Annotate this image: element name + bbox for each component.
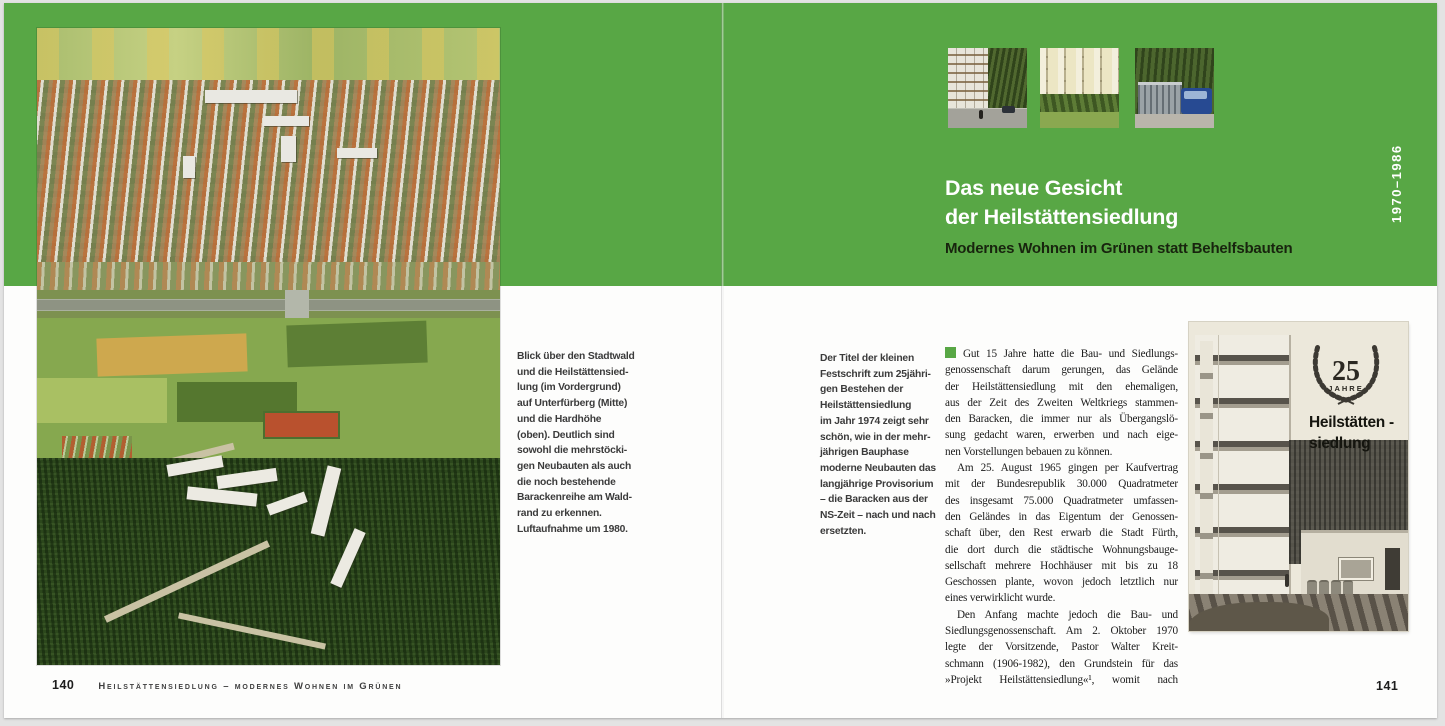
body-line: sellschaft mehrere Hochhäuser mit bis zu 18 xyxy=(945,559,1178,572)
caption-line: jährigen Bauphase xyxy=(820,447,909,459)
aerial-town-area xyxy=(37,80,500,262)
photo-balcony-building xyxy=(1040,48,1119,128)
left-page-footer xyxy=(52,678,402,692)
person-figure xyxy=(1285,574,1289,587)
caption-line: (oben). Deutlich sind xyxy=(517,429,615,441)
caption-line: und die Heilstättensied- xyxy=(517,366,629,378)
caption-line: Heilstättensiedlung xyxy=(820,400,912,412)
page-number: 140 xyxy=(52,678,75,692)
field-patch xyxy=(96,333,247,376)
caption-line: moderne Neubauten das xyxy=(820,462,936,474)
25-jahre-wreath-badge xyxy=(1302,338,1390,410)
page-number: 141 xyxy=(1376,679,1399,693)
festschrift-caption xyxy=(820,351,942,539)
body-line: »Projekt Heilstättensiedlung«¹, womit nach xyxy=(945,673,1178,686)
forest-road xyxy=(178,612,326,649)
caption-line: gen Neubauten als auch xyxy=(517,460,632,472)
driveway xyxy=(1135,114,1214,128)
body-line: legte der Vorsitzende, Pastor Walter Kreit- xyxy=(945,641,1178,654)
cream-apartment-building xyxy=(1040,48,1119,94)
building-block xyxy=(205,90,297,103)
apartment-slab xyxy=(187,486,258,506)
page-gutter xyxy=(721,3,724,718)
body-line: Den Anfang machte jedoch die Bau- und xyxy=(957,608,1178,621)
body-line: Gut 15 Jahre hatte die Bau- und Siedlungs- xyxy=(945,346,1178,362)
chapter-title-line-2: der Heilstättensiedlung xyxy=(945,205,1179,229)
chapter-subtitle: Modernes Wohnen im Grünen statt Behelfsbauten xyxy=(945,240,1293,257)
field-patch xyxy=(286,321,427,368)
caption-line: sowohl die mehrstöcki- xyxy=(517,445,628,457)
chapter-years-label: 1970–1986 xyxy=(1389,144,1404,223)
aerial-forest xyxy=(37,458,500,665)
caption-line: – die Baracken aus der xyxy=(820,494,928,506)
caption-line: und die Hardhöhe xyxy=(517,413,602,425)
barrack-row xyxy=(311,465,342,536)
caption-line: Der Titel der kleinen xyxy=(820,353,915,364)
barrack-door xyxy=(1385,548,1400,590)
cover-building-wall xyxy=(1195,335,1219,613)
field-patch xyxy=(37,378,167,423)
chapter-title-line-1: Das neue Gesicht xyxy=(945,176,1123,200)
caption-line: ersetzten. xyxy=(820,525,867,537)
caption-line: rand zu erkennen. xyxy=(517,508,602,520)
aerial-photo xyxy=(37,28,500,665)
barrack-row xyxy=(330,528,365,588)
cover-title xyxy=(1309,412,1394,454)
caption-line: Luftaufnahme um 1980. xyxy=(517,523,628,535)
body-line: des insgesamt 75.000 Quadratmeter umfassen- xyxy=(945,494,1178,507)
photo-garages-van xyxy=(1135,48,1214,128)
body-line: mit der Bundesrepublik 30.000 Quadratmeter xyxy=(945,478,1178,491)
aerial-suburb-area xyxy=(37,262,500,292)
caption-line: auf Unterfürberg (Mitte) xyxy=(517,398,628,410)
caption-line: die noch bestehende xyxy=(517,476,616,488)
building-block xyxy=(281,136,296,162)
caption-line: im Jahr 1974 zeigt sehr xyxy=(820,415,929,427)
body-line: nen Vorstellungen bebauen zu können. xyxy=(945,445,1113,458)
body-line: die dort durch die städtische Wohnungsbauge- xyxy=(945,543,1178,556)
aerial-highway xyxy=(37,290,500,318)
body-line: eines verwirklicht wurde. xyxy=(945,592,1056,605)
motorcyclist xyxy=(979,110,983,119)
caption-line: NS-Zeit – nach und nach xyxy=(820,510,936,522)
caption-line: Barackenreihe am Wald- xyxy=(517,492,632,504)
aerial-photo-caption xyxy=(517,349,717,537)
aerial-far-fields xyxy=(37,28,500,86)
badge-label: JAHRE xyxy=(1328,384,1364,393)
body-line: schaft über, den Rest erwarb die Stadt Fürth, xyxy=(945,527,1178,540)
body-line: Siedlungsgenossenschaft. Am 2. Oktober 1970 xyxy=(945,625,1178,638)
body-line: schmann (1906-1982), den Grundstein für das xyxy=(945,657,1178,670)
body-line: genossenschaft darum gerungen, das Gelände xyxy=(945,364,1178,377)
body-text xyxy=(945,346,1178,688)
body-line: den Geländes in das Eigentum der Genossen- xyxy=(945,510,1178,523)
body-line: Am 25. August 1965 gingen per Kaufvertrag xyxy=(957,462,1178,475)
badge-number: 25 xyxy=(1332,356,1360,387)
tennis-courts xyxy=(265,413,338,437)
lawn xyxy=(1040,112,1119,128)
building-block xyxy=(263,116,309,126)
festschrift-cover xyxy=(1189,322,1408,631)
body-line: der Heilstättensiedlung mit den ehemaligen, xyxy=(945,380,1178,393)
highway-overpass xyxy=(285,290,309,318)
apartment-slab xyxy=(166,455,223,477)
body-line: sung gedacht waren, erwerben und nach eige- xyxy=(945,429,1178,442)
barrack-window xyxy=(1339,558,1373,580)
chapter-heading xyxy=(945,174,1292,257)
apartment-slab xyxy=(266,491,307,515)
building-block xyxy=(183,156,195,178)
caption-line: Festschrift zum 25jähri- xyxy=(820,368,931,380)
garage-row xyxy=(1138,82,1182,114)
photo-apartment-street xyxy=(948,48,1027,128)
street xyxy=(948,108,1027,128)
caption-line: gen Bestehen der xyxy=(820,384,904,396)
running-footer: Heilstättensiedlung – modernes Wohnen im Grünen xyxy=(98,681,403,692)
book-spread xyxy=(4,3,1437,718)
van-windows xyxy=(1184,91,1207,99)
caption-line: Blick über den Stadtwald xyxy=(517,351,635,362)
building-block xyxy=(337,148,377,158)
white-apartment-building xyxy=(948,48,988,108)
caption-line: langjährige Provisorium xyxy=(820,478,934,490)
caption-line: schön, wie in der mehr- xyxy=(820,431,931,443)
cover-title-line-2: siedlung xyxy=(1309,435,1371,452)
apartment-slab xyxy=(216,468,277,489)
cover-title-line-1: Heilstätten - xyxy=(1309,414,1394,431)
highway-road xyxy=(37,299,500,311)
body-line: den Baracken, die immer nur als Übergangslö- xyxy=(945,413,1178,426)
body-line: Geschossen plante, wovon jedoch letztlich nur xyxy=(945,576,1178,589)
parked-car xyxy=(1002,106,1015,113)
body-line: aus der Zeit des Zweiten Weltkriegs stammen- xyxy=(945,396,1178,409)
caption-line: lung (im Vordergrund) xyxy=(517,382,621,394)
forest-road xyxy=(104,540,270,622)
green-square-bullet xyxy=(945,347,956,358)
